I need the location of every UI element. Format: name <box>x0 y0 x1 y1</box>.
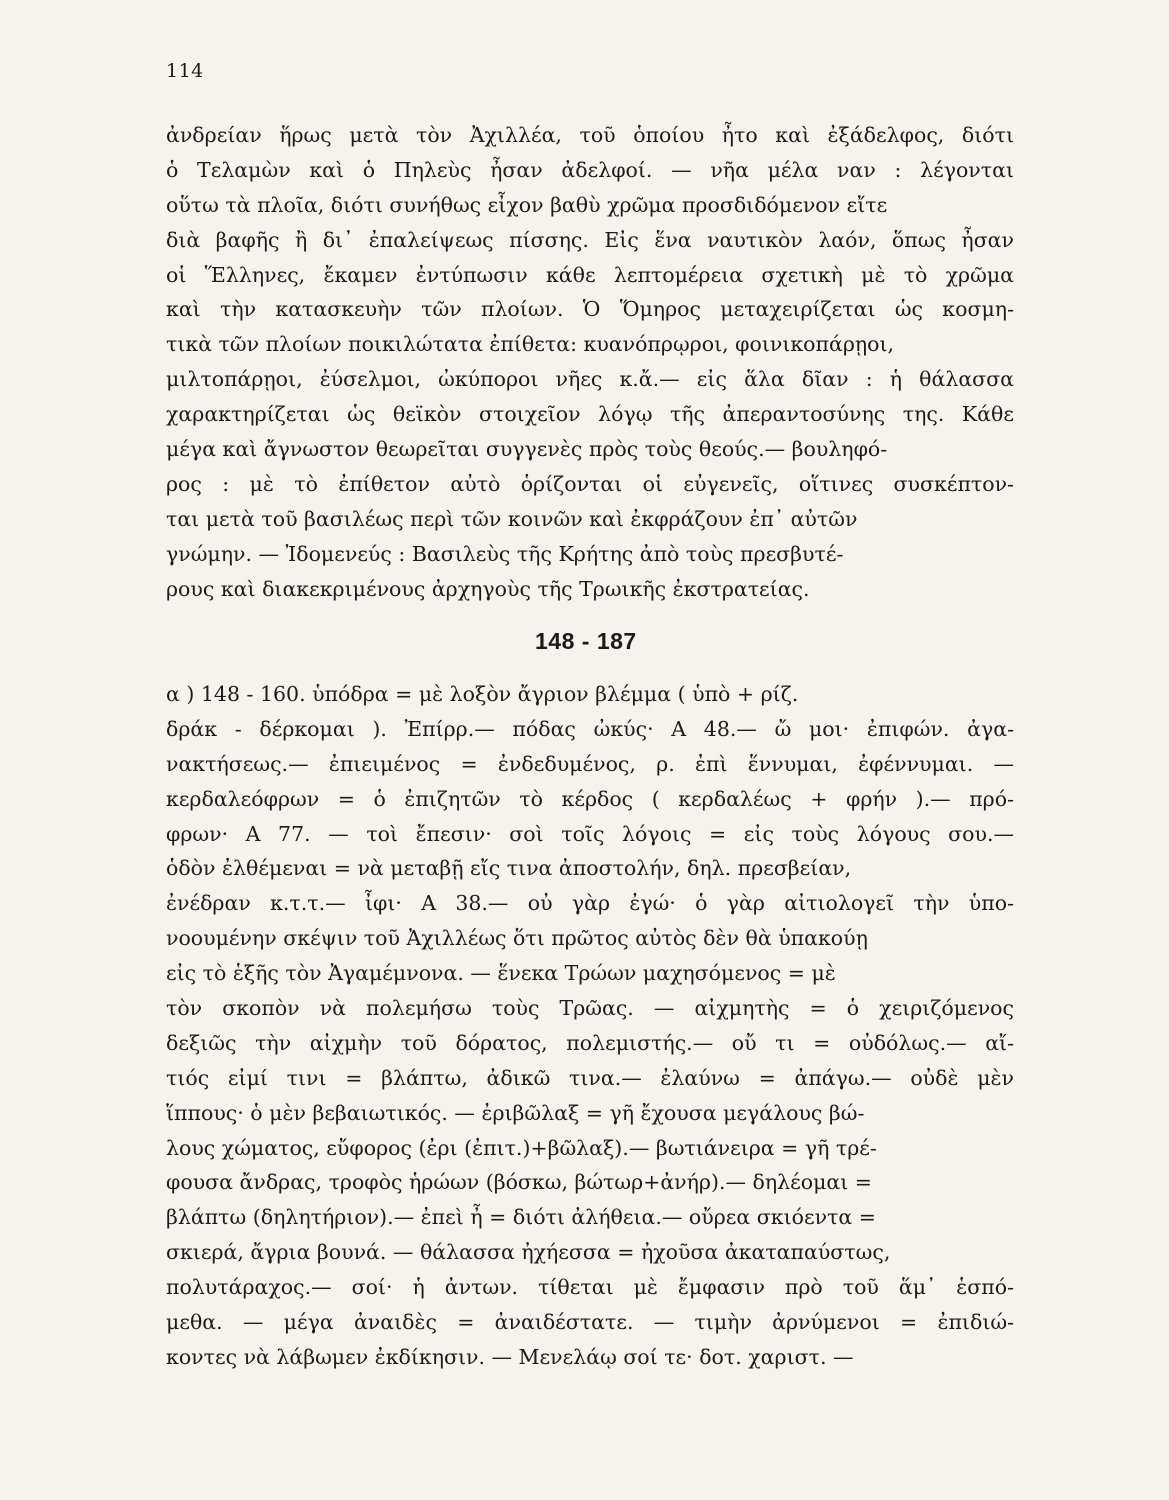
text-line: μέγα καὶ ἄγνωστον θεωρεῖται συγγενὲς πρὸς τοὺς θεούς.— βουληφό- <box>166 437 888 462</box>
text-line: δεξιῶς τὴν αἰχμὴν τοῦ δόρατος, πολεμιστής.— οὔ τι = οὐδόλως.— αἴ- <box>166 1030 1014 1055</box>
text-line: νοουμένην σκέψιν τοῦ Ἀχιλλέως ὅτι πρῶτος αὐτὸς δὲν θὰ ὑπακούῃ <box>166 926 868 951</box>
text-line: α ) 148 - 160. ὑπόδρα = μὲ λοξὸν ἄγριον βλέμμα ( ὑπὸ + ρίζ. <box>166 682 799 706</box>
text-line: ται μετὰ τοῦ βασιλέως περὶ τῶν κοινῶν καὶ ἐκφράζουν ἐπ᾿ αὐτῶν <box>166 506 858 531</box>
text-line: τιός εἰμί τινι = βλάπτω, ἀδικῶ τινα.— ἐλαύνω = ἀπάγω.— οὐδὲ μὲν <box>166 1065 1014 1090</box>
text-line: ρους καὶ διακεκριμένους ἀρχηγοὺς τῆς Τρωικῆς ἐκστρατείας. <box>166 576 810 601</box>
text-line: πολυτάραχος.— σοί· ἡ ἀντων. τίθεται μὲ ἔμφασιν πρὸ τοῦ ἅμ᾿ ἑσπό- <box>166 1275 1014 1300</box>
text-line: εἰς τὸ ἑξῆς τὸν Ἀγαμέμνονα. — ἕνεκα Τρώων μαχησόμενος = μὲ <box>166 961 836 986</box>
text-line: φρων· Α 77. — τοὶ ἔπεσιν· σοὶ τοῖς λόγοις = εἰς τοὺς λόγους σου.— <box>166 821 1014 846</box>
text-line: σκιερά, ἄγρια βουνά. — θάλασσα ἠχήεσσα = ἠχοῦσα ἀκαταπαύστως, <box>166 1240 891 1265</box>
text-line: νακτήσεως.— ἐπιειμένος = ἐνδεδυμένος, ρ. ἐπὶ ἕννυμαι, ἐφέννυμαι. — <box>166 751 1014 776</box>
text-line: κερδαλεόφρων = ὁ ἐπιζητῶν τὸ κέρδος ( κερδαλέως + φρήν ).— πρό- <box>166 786 1014 811</box>
text-line: φουσα ἄνδρας, τροφὸς ἡρώων (βόσκω, βώτωρ+ἀνήρ).— δηλέομαι = <box>166 1170 872 1195</box>
text-line: διὰ βαφῆς ἢ δι᾿ ἐπαλείψεως πίσσης. Εἰς ἕνα ναυτικὸν λαόν, ὅπως ἦσαν <box>166 227 1014 252</box>
text-line: μεθα. — μέγα ἀναιδὲς = ἀναιδέστατε. — τιμὴν ἀρνύμενοι = ἐπιδιώ- <box>166 1310 1014 1335</box>
text-line: τικὰ τῶν πλοίων ποικιλώτατα ἐπίθετα: κυανόπρῳροι, φοινικοπάρῃοι, <box>166 332 895 357</box>
text-line: ρος : μὲ τὸ ἐπίθετον αὐτὸ ὁρίζονται οἱ εὐγενεῖς, οἵτινες συσκέπτον- <box>166 471 1014 496</box>
text-line: οὕτω τὰ πλοῖα, διότι συνήθως εἶχον βαθὺ χρῶμα προσδιδόμενον εἴτε <box>166 192 888 217</box>
text-line: δράκ - δέρκομαι ). Ἐπίρρ.— πόδας ὠκύς· Α 48.— ὤ μοι· ἐπιφών. ἀγα- <box>166 716 1014 741</box>
text-line: ἀνδρείαν ἥρως μετὰ τὸν Ἀχιλλέα, τοῦ ὁποίου ἦτο καὶ ἐξάδελφος, διότι <box>166 123 1014 147</box>
text-line: κοντες νὰ λάβωμεν ἐκδίκησιν. — Μενελάῳ σοί τε· δοτ. χαριστ. — <box>166 1344 854 1369</box>
text-line: ὁδὸν ἐλθέμεναι = νὰ μεταβῇ εἴς τινα ἀποστολήν, δηλ. πρεσβείαν, <box>166 856 852 881</box>
text-line: γνώμην. — Ἰδομενεύς : Βασιλεὺς τῆς Κρήτης ἀπὸ τοὺς πρεσβυτέ- <box>166 541 844 566</box>
text-line: τὸν σκοπὸν νὰ πολεμήσω τοὺς Τρῶας. — αἰχμητὴς = ὁ χειριζόμενος <box>166 996 1014 1021</box>
page-number: 114 <box>166 60 204 82</box>
text-line: ἐνέδραν κ.τ.τ.— ἶφι· Α 38.— οὐ γὰρ ἐγώ· ὁ γὰρ αἰτιολογεῖ τὴν ὑπο- <box>166 891 1014 916</box>
text-line: χαρακτηρίζεται ὡς θεϊκὸν στοιχεῖον λόγῳ τῆς ἀπεραντοσύνης της. Κάθε <box>166 402 1014 427</box>
commentary-paragraph-1 <box>166 118 1014 606</box>
commentary-paragraph-2 <box>166 677 1014 1375</box>
text-line: οἱ Ἕλληνες, ἔκαμεν ἐντύπωσιν κάθε λεπτομέρεια σχετικὴ μὲ τὸ χρῶμα <box>166 262 1014 287</box>
text-line: ὁ Τελαμὼν καὶ ὁ Πηλεὺς ἦσαν ἀδελφοί. — νῆα μέλα ναν : λέγονται <box>166 157 1014 182</box>
section-heading: 148 - 187 <box>535 628 637 654</box>
text-line: μιλτοπάρῃοι, ἐύσελμοι, ὠκύποροι νῆες κ.ἄ.— εἰς ἅλα δῖαν : ἡ θάλασσα <box>166 367 1014 392</box>
text-line: βλάπτω (δηλητήριον).— ἐπεὶ ἦ = διότι ἀλήθεια.— οὔρεα σκιόεντα = <box>166 1205 876 1230</box>
text-line: λους χώματος, εὔφορος (ἐρι (ἐπιτ.)+βῶλαξ).— βωτιάνειρα = γῆ τρέ- <box>166 1135 877 1160</box>
text-line: ἵππους· ὁ μὲν βεβαιωτικός. — ἐριβῶλαξ = γῆ ἔχουσα μεγάλους βώ- <box>166 1100 865 1125</box>
text-line: καὶ τὴν κατασκευὴν τῶν πλοίων. Ὁ Ὅμηρος μεταχειρίζεται ὡς κοσμη- <box>166 297 1014 322</box>
